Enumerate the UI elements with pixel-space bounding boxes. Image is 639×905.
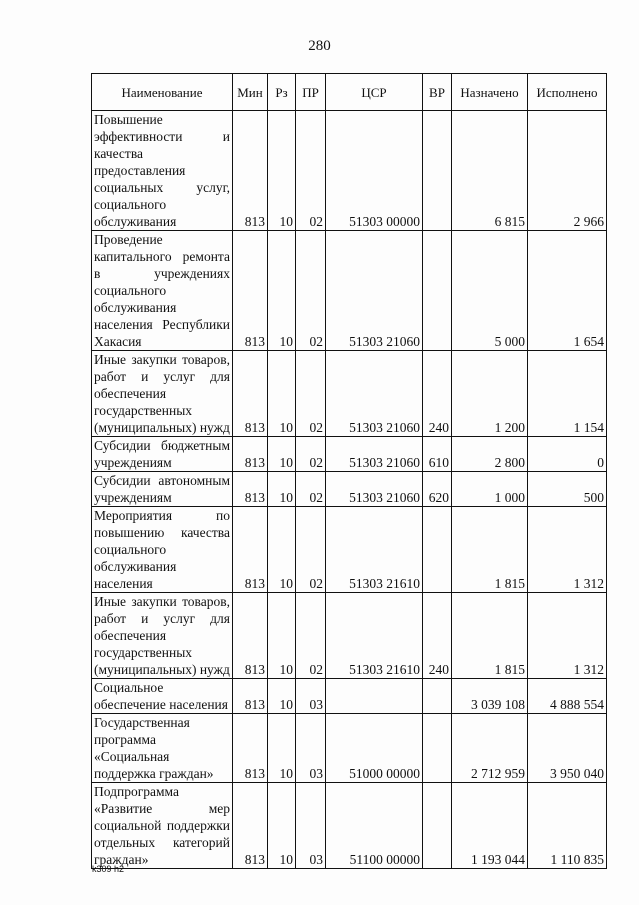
cell-rz: 10: [268, 472, 296, 507]
budget-table: [91, 73, 607, 869]
cell-name: Проведение капитального ремонта в учреждениях социального обслуживания населения Республики Хакасия: [92, 231, 233, 351]
table-row: [92, 231, 607, 351]
cell-vr: 620: [423, 472, 452, 507]
cell-pr: 02: [296, 507, 326, 593]
cell-rz: 10: [268, 111, 296, 231]
cell-executed: 1 154: [528, 351, 607, 437]
cell-vr: [423, 783, 452, 869]
cell-rz: 10: [268, 679, 296, 714]
cell-vr: [423, 679, 452, 714]
table-row: [92, 472, 607, 507]
cell-vr: [423, 231, 452, 351]
header-executed: Исполнено: [528, 74, 607, 111]
cell-pr: 03: [296, 783, 326, 869]
cell-name: Субсидии автономным учреждениям: [92, 472, 233, 507]
cell-executed: 1 654: [528, 231, 607, 351]
cell-min: 813: [233, 472, 268, 507]
cell-csr: 51000 00000: [326, 714, 423, 783]
cell-assigned: 1 000: [452, 472, 528, 507]
cell-name: Социальное обеспечение населения: [92, 679, 233, 714]
header-pr: ПР: [296, 74, 326, 111]
cell-assigned: 2 800: [452, 437, 528, 472]
cell-csr: 51303 21610: [326, 507, 423, 593]
cell-executed: 2 966: [528, 111, 607, 231]
table-row: [92, 593, 607, 679]
cell-rz: 10: [268, 714, 296, 783]
cell-csr: 51303 21060: [326, 437, 423, 472]
cell-rz: 10: [268, 351, 296, 437]
header-rz: Рз: [268, 74, 296, 111]
cell-assigned: 1 815: [452, 507, 528, 593]
cell-vr: 240: [423, 351, 452, 437]
table-row: [92, 783, 607, 869]
header-vr: ВР: [423, 74, 452, 111]
cell-assigned: 5 000: [452, 231, 528, 351]
cell-pr: 02: [296, 472, 326, 507]
header-min: Мин: [233, 74, 268, 111]
header-csr: ЦСР: [326, 74, 423, 111]
cell-rz: 10: [268, 783, 296, 869]
cell-name: Государственная программа «Социальная поддержка граждан»: [92, 714, 233, 783]
cell-pr: 02: [296, 593, 326, 679]
cell-name: Повышение эффективности и качества предоставления социальных услуг, социального обслуживания: [92, 111, 233, 231]
cell-name: Мероприятия по повышению качества социального обслуживания населения: [92, 507, 233, 593]
cell-executed: 4 888 554: [528, 679, 607, 714]
table-body: [92, 111, 607, 869]
header-name: Наименование: [92, 74, 233, 111]
cell-executed: 1 110 835: [528, 783, 607, 869]
table-row: [92, 111, 607, 231]
cell-assigned: 1 200: [452, 351, 528, 437]
cell-assigned: 6 815: [452, 111, 528, 231]
cell-csr: 51100 00000: [326, 783, 423, 869]
cell-min: 813: [233, 714, 268, 783]
table-row: [92, 714, 607, 783]
cell-executed: 0: [528, 437, 607, 472]
cell-executed: 500: [528, 472, 607, 507]
cell-vr: [423, 714, 452, 783]
cell-min: 813: [233, 231, 268, 351]
cell-csr: 51303 21060: [326, 472, 423, 507]
cell-min: 813: [233, 679, 268, 714]
cell-pr: 02: [296, 111, 326, 231]
cell-min: 813: [233, 507, 268, 593]
cell-vr: [423, 507, 452, 593]
cell-csr: 51303 21060: [326, 351, 423, 437]
cell-vr: 610: [423, 437, 452, 472]
cell-min: 813: [233, 437, 268, 472]
cell-csr: 51303 21060: [326, 231, 423, 351]
cell-executed: 3 950 040: [528, 714, 607, 783]
cell-name: Субсидии бюджетным учреждениям: [92, 437, 233, 472]
cell-pr: 03: [296, 714, 326, 783]
cell-pr: 03: [296, 679, 326, 714]
cell-min: 813: [233, 351, 268, 437]
cell-min: 813: [233, 783, 268, 869]
cell-pr: 02: [296, 231, 326, 351]
table-row: [92, 437, 607, 472]
cell-assigned: 3 039 108: [452, 679, 528, 714]
page-number: 280: [308, 38, 331, 54]
cell-csr: [326, 679, 423, 714]
cell-rz: 10: [268, 507, 296, 593]
cell-name: Подпрограмма «Развитие мер социальной поддержки отдельных категорий граждан»: [92, 783, 233, 869]
cell-name: Иные закупки товаров, работ и услуг для обеспечения государственных (муниципальных) нужд: [92, 593, 233, 679]
cell-rz: 10: [268, 593, 296, 679]
cell-pr: 02: [296, 351, 326, 437]
cell-csr: 51303 00000: [326, 111, 423, 231]
cell-csr: 51303 21610: [326, 593, 423, 679]
cell-vr: 240: [423, 593, 452, 679]
header-assigned: Назначено: [452, 74, 528, 111]
cell-rz: 10: [268, 231, 296, 351]
cell-executed: 1 312: [528, 593, 607, 679]
cell-executed: 1 312: [528, 507, 607, 593]
cell-vr: [423, 111, 452, 231]
cell-rz: 10: [268, 437, 296, 472]
cell-name: Иные закупки товаров, работ и услуг для обеспечения государственных (муниципальных) нужд: [92, 351, 233, 437]
cell-min: 813: [233, 111, 268, 231]
cell-pr: 02: [296, 437, 326, 472]
table-row: [92, 351, 607, 437]
cell-min: 813: [233, 593, 268, 679]
cell-assigned: 1 193 044: [452, 783, 528, 869]
table-header-row: [92, 74, 607, 111]
cell-assigned: 2 712 959: [452, 714, 528, 783]
table-row: [92, 507, 607, 593]
document-stamp: k309 h2: [92, 864, 125, 874]
cell-assigned: 1 815: [452, 593, 528, 679]
table-row: [92, 679, 607, 714]
